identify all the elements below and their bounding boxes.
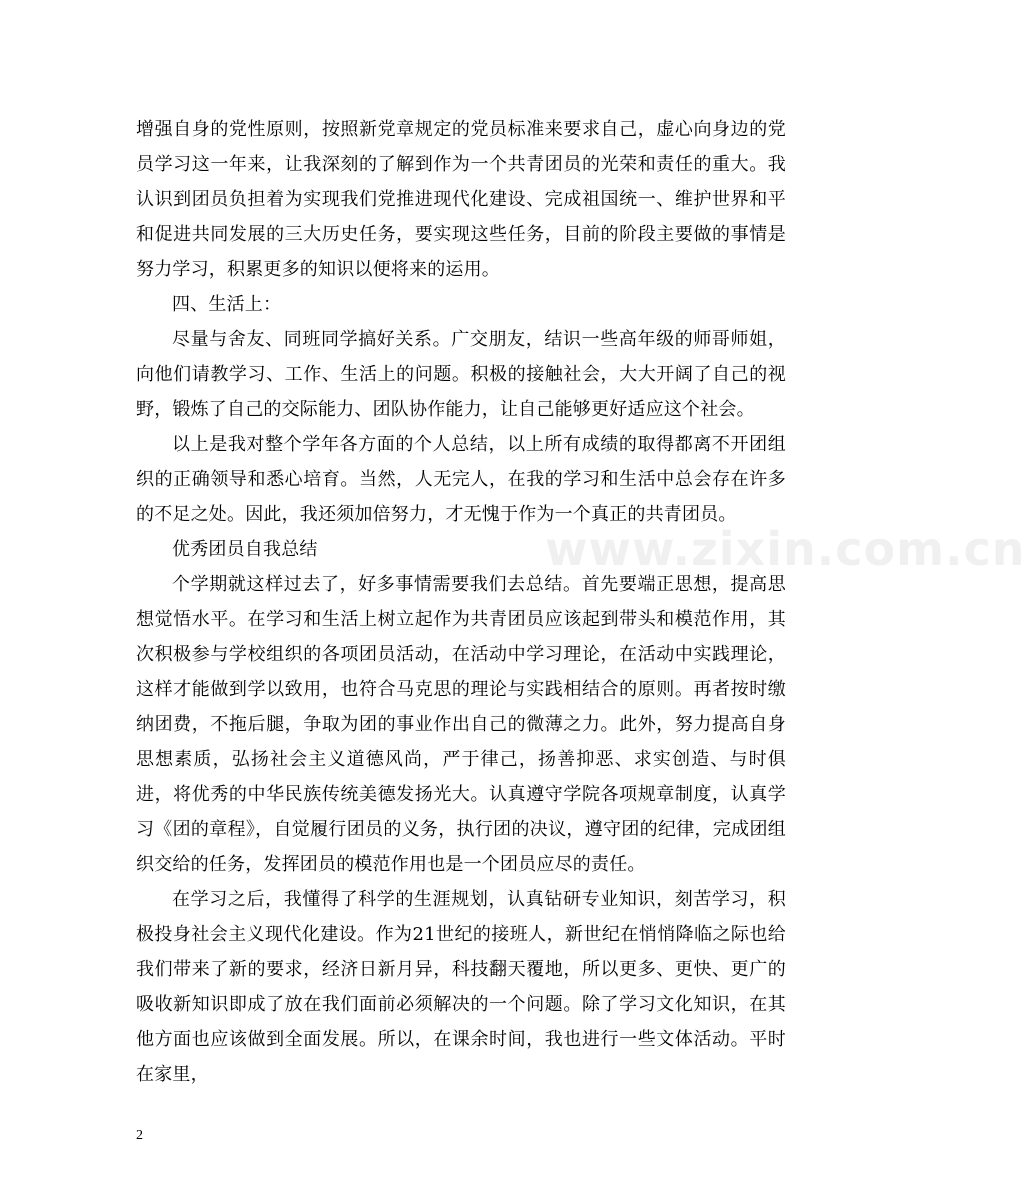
- paragraph-summary: 以上是我对整个学年各方面的个人总结，以上所有成绩的取得都离不开团组织的正确领导和悉心培育。当然，人无完人，在我的学习和生活中总会存在许多的不足之处。因此，我还须加倍努力，才无愧于作为一个真正的共青团员。: [136, 434, 786, 525]
- paragraph-semester: 个学期就这样过去了，好多事情需要我们去总结。首先要端正思想，提高思想觉悟水平。在学习和生活上树立起作为共青团员应该起到带头和模范作用，其次积极参与学校组织的各项团员活动，在活动中学习理论，在活动中实践理论，这样才能做到学以致用，也符合马克思的理论与实践相结合的原则。再者按时缴纳团费，不拖后腿，争取为团的事业作出自己的微薄之力。此外，努力提高自身思想素质，弘扬社会主义道德风尚，严于律己，扬善抑恶、求实创造、与时俱进，将优秀的中华民族传统美德发扬光大。认真遵守学院各项规章制度，认真学习《团的章程》，自觉履行团员的义务，执行团的决议，遵守团的纪律，完成团组织交给的任务，发挥团员的模范作用也是一个团员应尽的责任。: [136, 574, 786, 875]
- watermark: www.zixin.com.cn: [545, 522, 1026, 576]
- paragraph-life: 尽量与舍友、同班同学搞好关系。广交朋友，结识一些高年级的师哥师姐，向他们请教学习、工作、生活上的问题。积极的接触社会，大大开阔了自己的视野，锻炼了自己的交际能力、团队协作能力，让自己能够更好适应这个社会。: [136, 329, 786, 420]
- page-number: 2: [136, 1128, 143, 1143]
- paragraph-continuation: 增强自身的党性原则，按照新党章规定的党员标准来要求自己，虚心向身边的党员学习这一年来，让我深刻的了解到作为一个共青团员的光荣和责任的重大。我认识到团员负担着为实现我们党推进现代化建设、完成祖国统一、维护世界和平和促进共同发展的三大历史任务，要实现这些任务，目前的阶段主要做的事情是努力学习，积累更多的知识以便将来的运用。: [136, 119, 786, 280]
- paragraph-study: 在学习之后，我懂得了科学的生涯规划，认真钻研专业知识，刻苦学习，积极投身社会主义现代化建设。作为21世纪的接班人，新世纪在悄悄降临之际也给我们带来了新的要求，经济日新月异，科技翻天覆地，所以更多、更快、更广的吸收新知识即成了放在我们面前必须解决的一个问题。除了学习文化知识，在其他方面也应该做到全面发展。所以，在课余时间，我也进行一些文体活动。平时在家里，: [136, 889, 786, 1085]
- section-heading-life: 四、生活上：: [172, 294, 282, 315]
- document-body: [136, 112, 786, 1092]
- article-title: 优秀团员自我总结: [172, 539, 318, 560]
